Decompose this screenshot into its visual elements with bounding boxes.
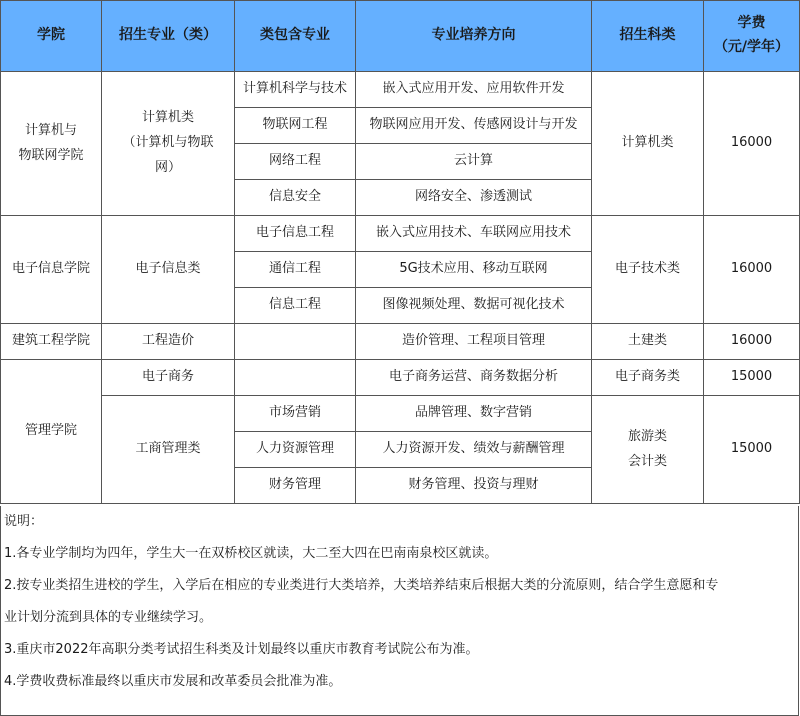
direction-cell: 5G技术应用、移动互联网: [356, 252, 592, 288]
header-includes: 类包含专业: [235, 1, 356, 72]
direction-cell: 网络安全、渗透测试: [356, 180, 592, 216]
header-category: 招生科类: [592, 1, 704, 72]
header-fee: [704, 1, 800, 72]
notes-title: 说明：: [4, 514, 44, 529]
table-row: [1, 396, 800, 432]
includes-cell: [235, 324, 356, 360]
category-cell: 电子技术类: [592, 216, 704, 324]
direction-cell: 电子商务运营、商务数据分析: [356, 360, 592, 396]
table-row: [1, 360, 800, 396]
header-fee-line2: （元/学年）: [713, 39, 790, 55]
note-item: 2.按专业类招生进校的学生，入学后在相应的专业类进行大类培养，大类培养结束后根据大类的分流原则，结合学生意愿和专: [4, 578, 719, 593]
fee-cell: 16000: [704, 324, 800, 360]
direction-cell: 物联网应用开发、传感网设计与开发: [356, 108, 592, 144]
includes-cell: [235, 360, 356, 396]
college-cell: 管理学院: [1, 360, 102, 504]
table-row: [1, 216, 800, 252]
includes-cell: 网络工程: [235, 144, 356, 180]
includes-cell: 物联网工程: [235, 108, 356, 144]
category-cell: 电子商务类: [592, 360, 704, 396]
direction-cell: 嵌入式应用技术、车联网应用技术: [356, 216, 592, 252]
direction-cell: 图像视频处理、数据可视化技术: [356, 288, 592, 324]
direction-cell: 造价管理、工程项目管理: [356, 324, 592, 360]
major-name-line: 网）: [154, 159, 181, 175]
major-cell: 工商管理类: [102, 396, 235, 504]
header-row: [1, 1, 800, 72]
notes-section: [0, 506, 799, 716]
includes-cell: 电子信息工程: [235, 216, 356, 252]
direction-cell: 人力资源开发、绩效与薪酬管理: [356, 432, 592, 468]
major-name-line: （计算机与物联: [122, 135, 214, 151]
category-cell: 土建类: [592, 324, 704, 360]
category-cell: [592, 396, 704, 504]
includes-cell: 人力资源管理: [235, 432, 356, 468]
note-item: 3.重庆市2022年高职分类考试招生科类及计划最终以重庆市教育考试院公布为准。: [4, 642, 479, 657]
note-item-continued: 业计划分流到具体的专业继续学习。: [4, 610, 213, 625]
fee-cell: 16000: [704, 72, 800, 216]
category-line: 旅游类: [627, 428, 667, 444]
header-direction: 专业培养方向: [356, 1, 592, 72]
includes-cell: 信息安全: [235, 180, 356, 216]
fee-cell: 15000: [704, 396, 800, 504]
includes-cell: 财务管理: [235, 468, 356, 504]
category-cell: 计算机类: [592, 72, 704, 216]
note-item: 4.学费收费标准最终以重庆市发展和改革委员会批准为准。: [4, 674, 342, 689]
includes-cell: 信息工程: [235, 288, 356, 324]
header-fee-line1: 学费: [737, 15, 766, 32]
direction-cell: 云计算: [356, 144, 592, 180]
major-cell: 工程造价: [102, 324, 235, 360]
includes-cell: 市场营销: [235, 396, 356, 432]
includes-cell: 计算机科学与技术: [235, 72, 356, 108]
direction-cell: 嵌入式应用开发、应用软件开发: [356, 72, 592, 108]
college-cell: [1, 72, 102, 216]
college-cell: 建筑工程学院: [1, 324, 102, 360]
category-line: 会计类: [627, 453, 667, 469]
note-item: 1.各专业学制均为四年，学生大一在双桥校区就读，大二至大四在巴南南泉校区就读。: [4, 546, 498, 561]
direction-cell: 品牌管理、数字营销: [356, 396, 592, 432]
major-name-line: 计算机类: [141, 110, 194, 126]
header-major: 招生专业（类）: [102, 1, 235, 72]
header-college: 学院: [1, 1, 102, 72]
major-cell: 电子信息类: [102, 216, 235, 324]
fee-cell: 16000: [704, 216, 800, 324]
includes-cell: 通信工程: [235, 252, 356, 288]
college-cell: 电子信息学院: [1, 216, 102, 324]
college-name-line: 计算机与: [24, 122, 77, 138]
major-cell: [102, 72, 235, 216]
major-cell: 电子商务: [102, 360, 235, 396]
college-name-line: 物联网学院: [18, 147, 84, 163]
table-row: [1, 324, 800, 360]
direction-cell: 财务管理、投资与理财: [356, 468, 592, 504]
fee-cell: 15000: [704, 360, 800, 396]
table-row: [1, 72, 800, 108]
